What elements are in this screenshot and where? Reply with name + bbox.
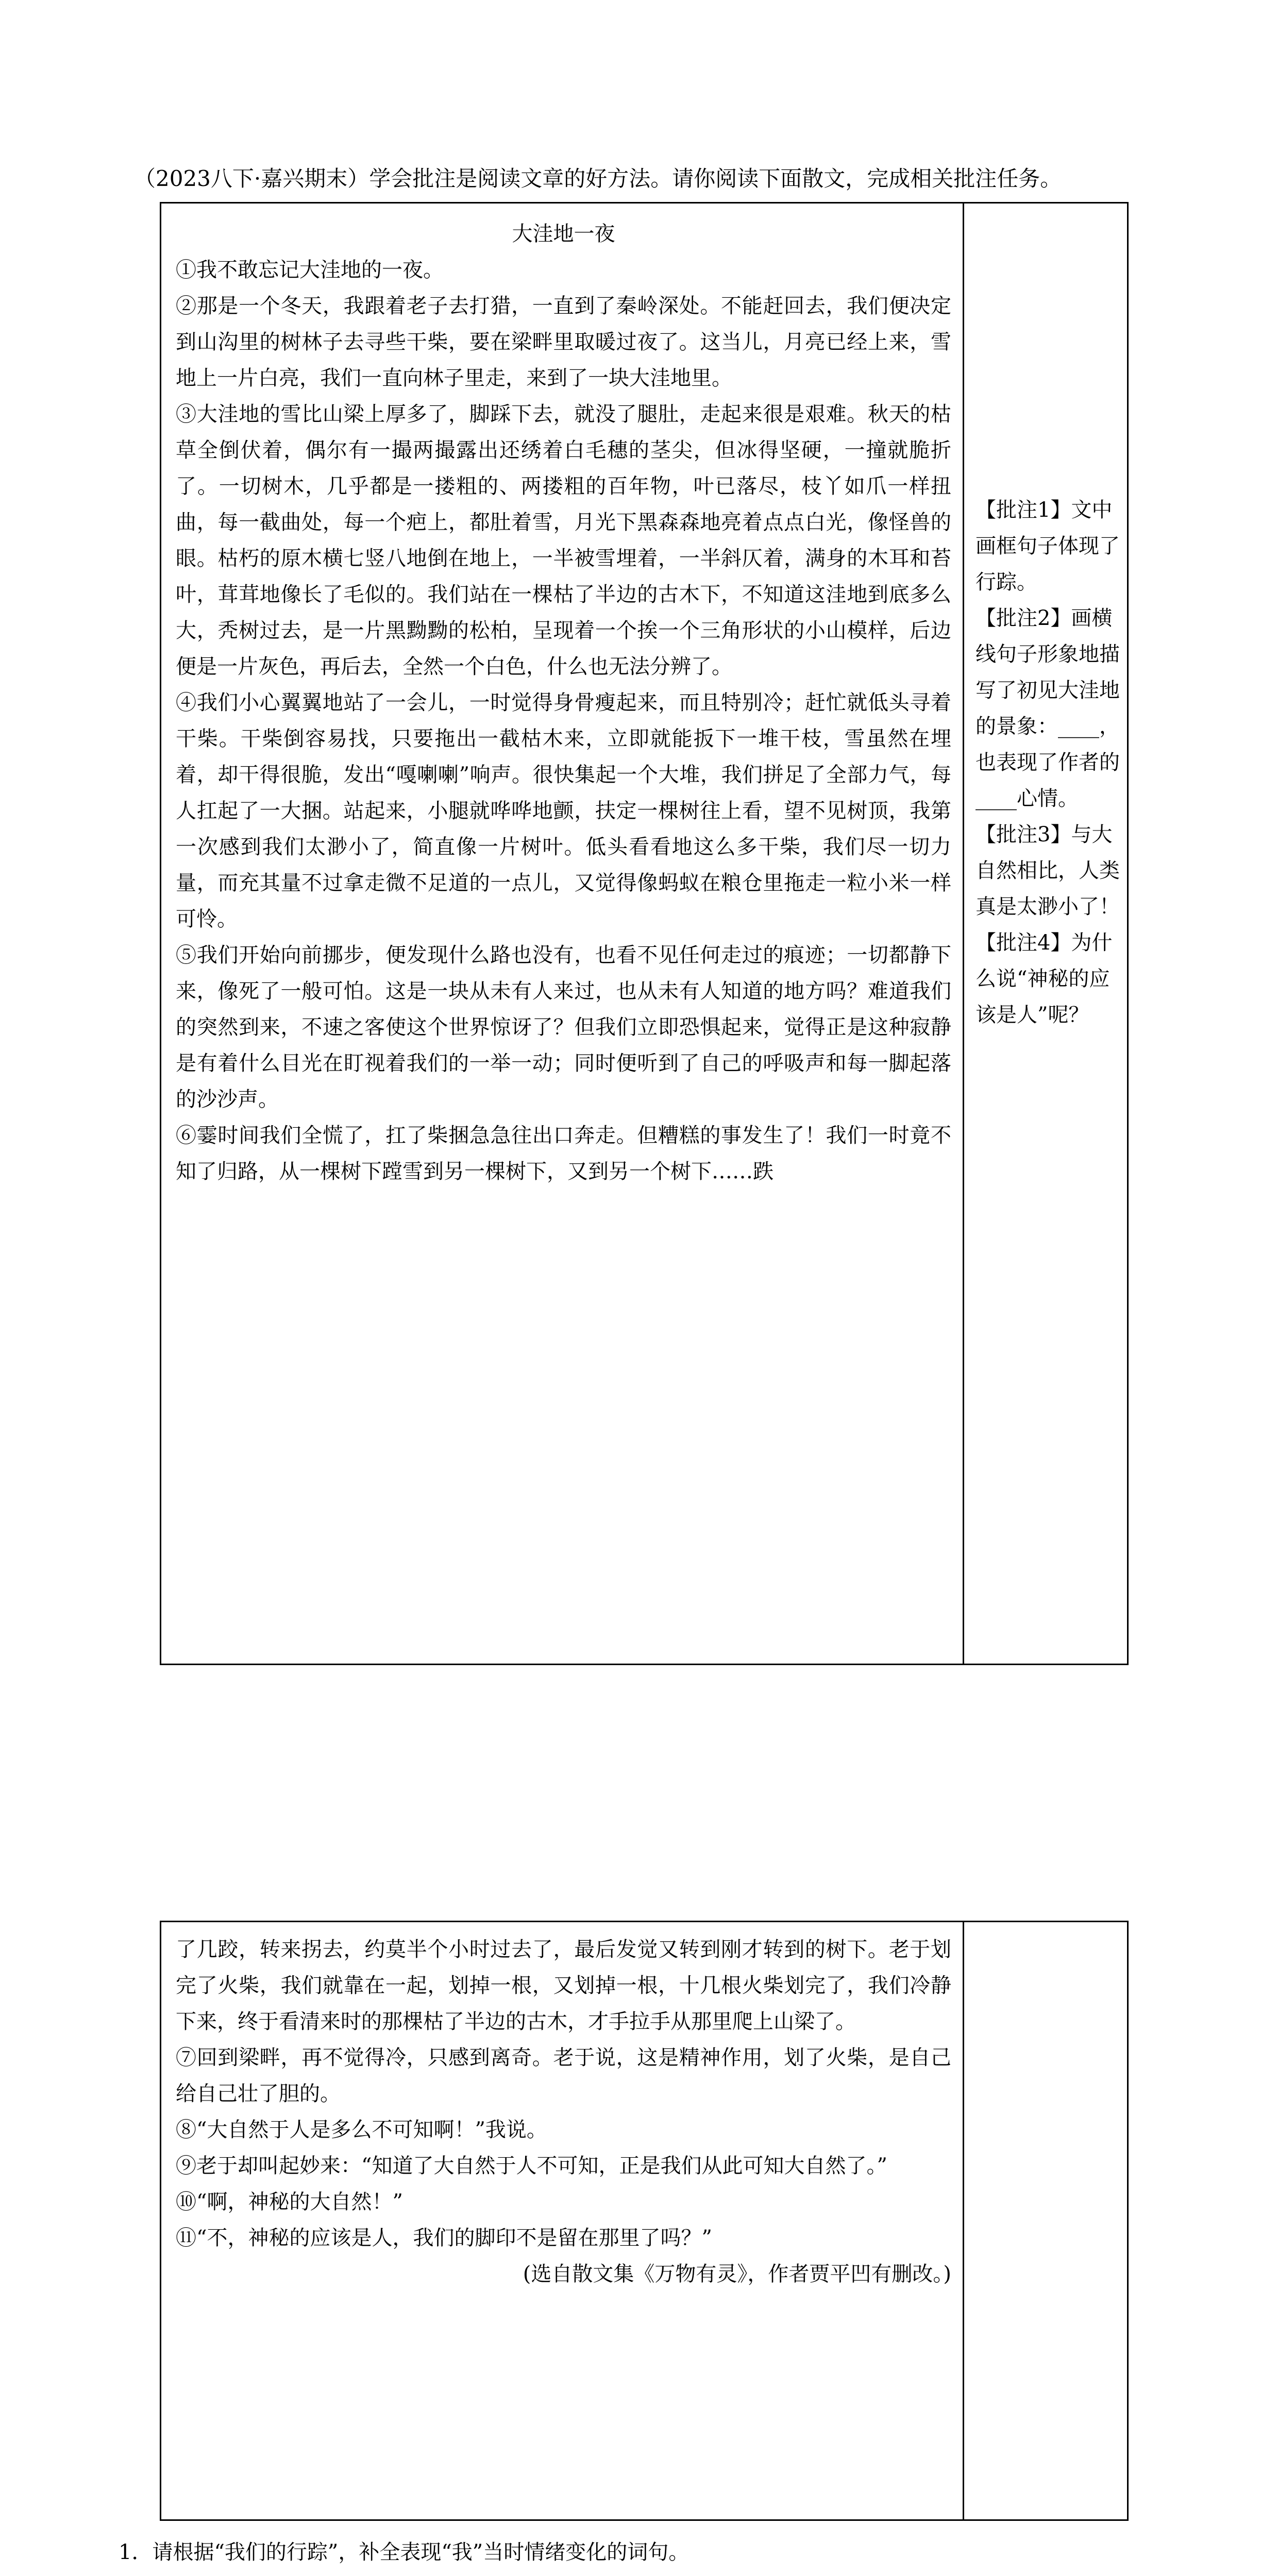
paragraph-8: ⑧“大自然于人是多么不可知啊！”我说。 (176, 2118, 547, 2142)
paragraph-4: ④我们小心翼翼地站了一会儿，一时觉得身骨瘦起来，而且特别冷；赶忙就低头寻着干柴。干柴倒容易找，只要拖出一截枯木来，立即就能扳下一堆干枝，雪虽然在埋着，却干得很脆，发出“嘎喇喇”响声。很快集起一个大堆，我们拼足了全部力气，每人扛起了一大捆。站起来，小腿就哗哗地颤，扶定一棵树往上看，望不见树顶，我第一次感到我们太渺小了，简直像一片树叶。低头看看地这么多干柴，我们尽一切力量，而充其量不过拿走微不足道的一点儿，又觉得像蚂蚁在粮仓里拖走一粒小米一样可怜。 (176, 691, 951, 931)
article-table-part1 (160, 202, 1129, 1665)
paragraph-11: ⑪“不，神秘的应该是人，我们的脚印不是留在那里了吗？” (176, 2226, 712, 2250)
paragraph-1: ①我不敢忘记大洼地的一夜。 (176, 258, 444, 282)
article-title: 大洼地一夜 (512, 222, 615, 246)
article-table-part2 (160, 1921, 1129, 2521)
paragraph-5: ⑤我们开始向前挪步，便发现什么路也没有，也看不见任何走过的痕迹；一切都静下来，像死了一般可怕。这是一块从未有人来过，也从未有人知道的地方吗？难道我们的突然到来，不速之客使这个世界惊讶了？但我们立即恐惧起来，觉得正是这种寂静是有着什么目光在盯视着我们的一举一动；同时便听到了自己的呼吸声和每一脚起落的沙沙声。 (176, 943, 951, 1111)
article-source: (选自散文集《万物有灵》，作者贾平凹有删改。) (523, 2262, 951, 2286)
article-text-column-continued (176, 1931, 951, 2292)
intro-text: （2023八下·嘉兴期末）学会批注是阅读文章的好方法。请你阅读下面散文，完成相关批注任务。 (134, 166, 1062, 191)
annotation-4: 【批注4】为什么说“神秘的应该是人”呢？ (976, 931, 1113, 1027)
paragraph-9: ⑨老于却叫起妙来：“知道了大自然于人不可知，正是我们从此可知大自然了。” (176, 2154, 887, 2178)
article-text-column (176, 216, 951, 1190)
annotation-column (976, 492, 1120, 1033)
annotation-2: 【批注2】画横线句子形象地描写了初见大洼地的景象：____，也表现了作者的____心情。 (976, 606, 1120, 810)
paragraph-7: ⑦回到梁畔，再不觉得冷，只感到离奇。老于说，这是精神作用，划了火柴，是自己给自己壮了胆的。 (176, 2046, 951, 2106)
paragraph-6-cont: 了几跤，转来拐去，约莫半个小时过去了，最后发觉又转到刚才转到的树下。老于划完了火柴，我们就靠在一起，划掉一根，又划掉一根，十几根火柴划完了，我们冷静下来，终于看清来时的那棵枯了半边的古木，才手拉手从那里爬上山梁了。 (176, 1938, 951, 2033)
paragraph-10: ⑩“啊，神秘的大自然！” (176, 2190, 403, 2214)
paragraph-2: ②那是一个冬天，我跟着老子去打猎，一直到了秦岭深处。不能赶回去，我们便决定到山沟里的树林子去寻些干柴，要在梁畔里取暖过夜了。这当儿，月亮已经上来，雪地上一片白亮，我们一直向林子里走，来到了一块大洼地里。 (176, 294, 951, 390)
annotation-1: 【批注1】文中画框句子体现了行踪。 (976, 498, 1120, 594)
question-1: 1．请根据“我们的行踪”，补全表现“我”当时情绪变化的词句。 (119, 2540, 690, 2564)
paragraph-6: ⑥霎时间我们全慌了，扛了柴捆急急往出口奔走。但糟糕的事发生了！我们一时竟不知了归路，从一棵树下蹚雪到另一棵树下，又到另一个树下……跌 (176, 1124, 951, 1183)
annotation-3: 【批注3】与大自然相比，人类真是太渺小了！ (976, 823, 1120, 919)
paragraph-3: ③大洼地的雪比山梁上厚多了，脚踩下去，就没了腿肚，走起来很是艰难。秋天的枯草全倒伏着，偶尔有一撮两撮露出还绣着白毛穗的茎尖，但冰得坚硬，一撞就脆折了。一切树木，几乎都是一搂粗的、两搂粗的百年物，叶已落尽，枝丫如爪一样扭曲，每一截曲处，每一个疤上，都肚着雪，月光下黑森森地亮着点点白光，像怪兽的眼。枯朽的原木横七竖八地倒在地上，一半被雪埋着，一半斜仄着，满身的木耳和苔叶，茸茸地像长了毛似的。我们站在一棵枯了半边的古木下，不知道这洼地到底多么大，秃树过去，是一片黑黝黝的松柏，呈现着一个挨一个三角形状的小山模样，后边便是一片灰色，再后去，全然一个白色，什么也无法分辨了。 (176, 402, 951, 679)
